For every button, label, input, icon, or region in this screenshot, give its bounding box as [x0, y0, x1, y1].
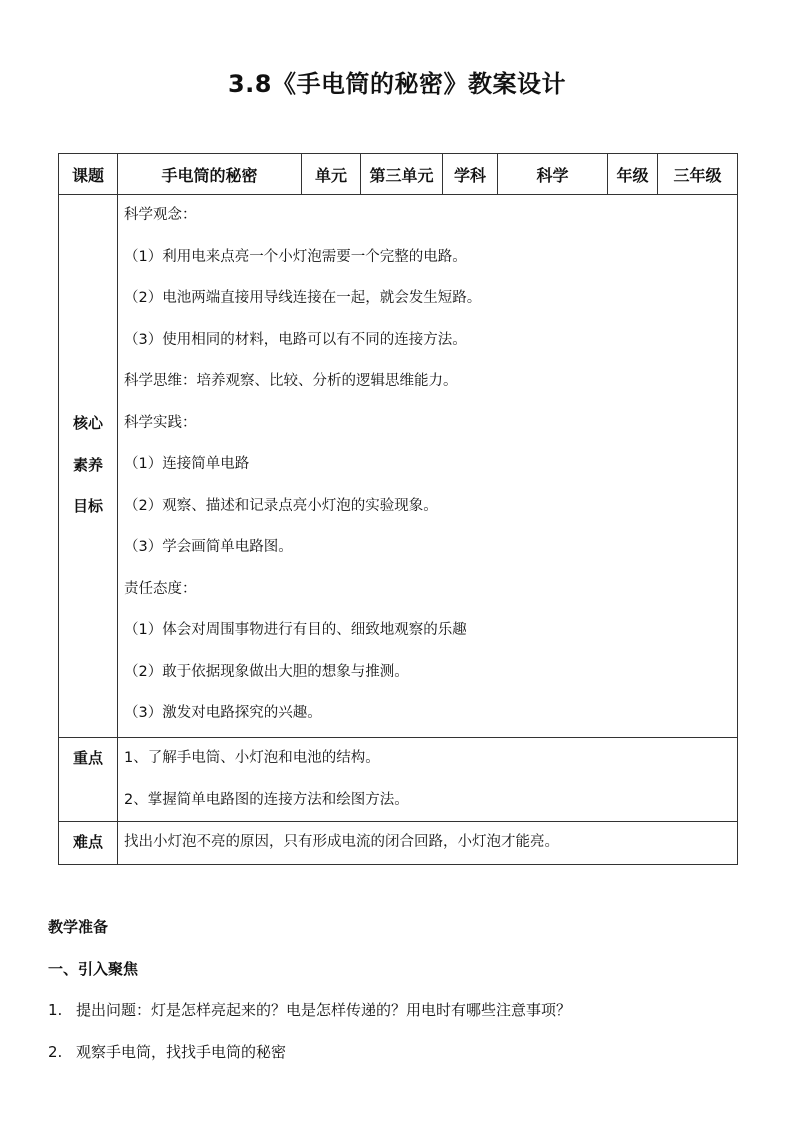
section-intro-focus: 一、引入聚焦 — [48, 960, 139, 978]
core-line: （1）体会对周围事物进行有目的、细致地观察的乐趣 — [124, 622, 467, 638]
label-subject: 学科 — [443, 154, 498, 195]
core-line: （2）敢于依据现象做出大胆的想象与推测。 — [124, 663, 409, 680]
core-line: （2）电池两端直接用导线连接在一起，就会发生短路。 — [124, 290, 482, 306]
key-points-content — [118, 738, 738, 822]
key-point-line: 2、掌握简单电路图的连接方法和绘图方法。 — [124, 791, 409, 808]
intro-item — [48, 999, 571, 1020]
core-label-line: 核心 — [72, 414, 103, 432]
core-line: 科学观念： — [124, 207, 197, 223]
core-label-line: 目标 — [72, 497, 103, 515]
core-line: （3）激发对电路探究的兴趣。 — [124, 705, 322, 721]
topic-value: 手电筒的秘密 — [118, 154, 302, 195]
label-topic: 课题 — [59, 154, 118, 195]
lesson-plan-table — [58, 153, 738, 865]
core-line: 科学实践： — [124, 414, 197, 431]
intro-item-text: 提出问题：灯是怎样亮起来的？电是怎样传递的？用电时有哪些注意事项？ — [76, 1001, 572, 1019]
intro-item-number: 2. — [48, 1043, 63, 1061]
core-row — [59, 195, 738, 738]
core-line: （3）学会画简单电路图。 — [124, 539, 293, 555]
intro-item — [48, 1041, 286, 1062]
key-points-label: 重点 — [59, 738, 118, 822]
intro-item-text: 观察手电筒，找找手电筒的秘密 — [76, 1043, 287, 1061]
core-line: 科学思维：培养观察、比较、分析的逻辑思维能力。 — [124, 373, 458, 389]
difficulty-label: 难点 — [59, 822, 118, 865]
intro-item-number: 1. — [48, 1001, 63, 1019]
label-unit: 单元 — [302, 154, 361, 195]
difficulty-row — [59, 822, 738, 865]
core-line: （3）使用相同的材料，电路可以有不同的连接方法。 — [124, 331, 467, 348]
core-label — [59, 195, 118, 738]
core-line: 责任态度： — [124, 580, 197, 597]
subject-value: 科学 — [498, 154, 608, 195]
key-point-line: 1、了解手电筒、小灯泡和电池的结构。 — [124, 750, 380, 766]
section-teaching-prep: 教学准备 — [48, 918, 109, 936]
difficulty-text: 找出小灯泡不亮的原因，只有形成电流的闭合回路，小灯泡才能亮。 — [124, 834, 559, 850]
difficulty-content — [118, 822, 738, 865]
header-row — [59, 154, 738, 195]
core-line: （2）观察、描述和记录点亮小灯泡的实验现象。 — [124, 497, 438, 514]
core-line: （1）利用电来点亮一个小灯泡需要一个完整的电路。 — [124, 248, 467, 265]
grade-value: 三年级 — [658, 154, 738, 195]
page-title: 3.8《手电筒的秘密》教案设计 — [227, 70, 566, 98]
unit-value: 第三单元 — [361, 154, 443, 195]
core-label-line: 素养 — [72, 455, 103, 474]
core-content — [118, 195, 738, 738]
core-line: （1）连接简单电路 — [124, 456, 250, 472]
key-points-row — [59, 738, 738, 822]
label-grade: 年级 — [608, 154, 658, 195]
